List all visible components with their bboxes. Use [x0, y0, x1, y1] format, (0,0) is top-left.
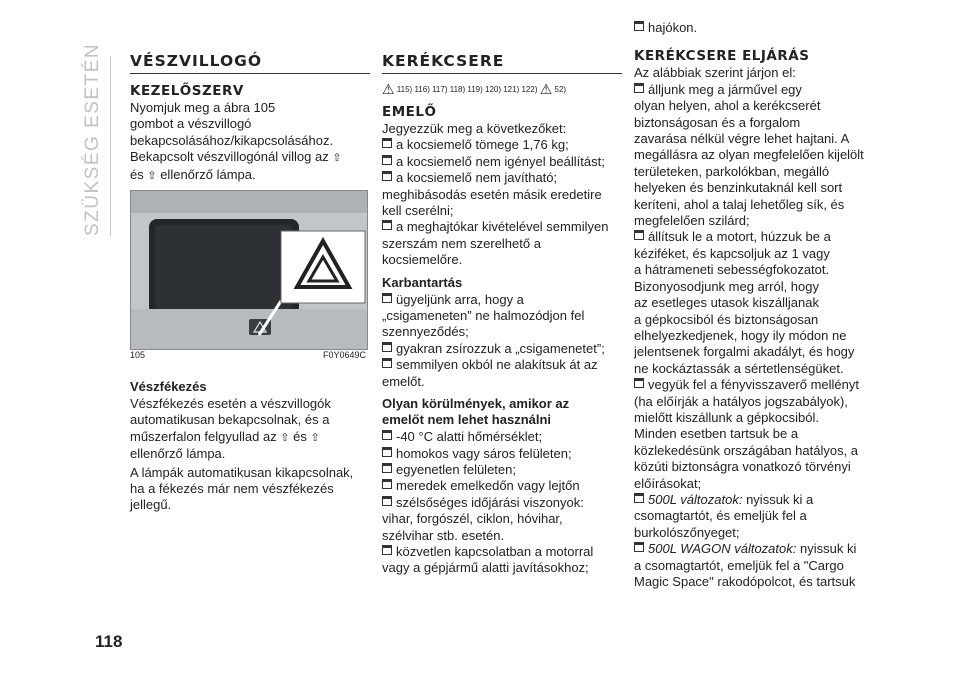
page-number: 118 [95, 632, 123, 651]
text-line: Minden esetben tartsuk be a [634, 426, 799, 442]
text-line: ha a fékezés már nem vészfékezés [130, 481, 334, 497]
text-line: (ha előírják a hatályos jogszabályok), [634, 393, 848, 409]
bullet-item: ügyeljünk arra, hogy a [382, 292, 622, 308]
text-line: keríteni, ahol a talaj lehetőleg sík, és [634, 196, 845, 212]
bullet-box-icon [634, 542, 644, 552]
sidebar-divider [110, 56, 111, 236]
text-line: vihar, forgószél, ciklon, hóvihar, [382, 511, 563, 527]
heading-wheel-change: KERÉKCSERE [382, 52, 622, 74]
text-line: Bizonyosodjunk meg arról, hogy [634, 278, 819, 294]
text-line: „csigameneten” ne halmozódjon fel [382, 308, 585, 324]
bullet-item: homokos vagy sáros felületen; [382, 446, 622, 462]
text-line: biztonságosan és a forgalom [634, 114, 801, 130]
bullet-item: egyenetlen felületen; [382, 462, 622, 478]
bullet-item: állítsuk le a motort, húzzuk be a [634, 229, 874, 245]
bullet-box-icon [634, 83, 644, 93]
text-line: automatikusan bekapcsolnak, és a [130, 412, 330, 428]
bullet-item: hajókon. [634, 20, 874, 36]
text-line: meghibásodás esetén másik eredetire [382, 186, 602, 202]
bullet-box-icon [382, 447, 392, 457]
text-line: elhelyezkedjenek, hogy ily módon ne [634, 327, 847, 343]
hazard-triangle-icon: ⇧ [332, 152, 342, 165]
bullet-box-icon [382, 358, 392, 368]
sidebar-section-title: SZÜKSÉG ESETÉN [82, 42, 103, 236]
bullet-item: a kocsiemelő nem igényel beállítást; [382, 154, 622, 170]
text-line: Bekapcsolt vészvillogónál villog az ⇧ [130, 149, 342, 165]
bullet-item: álljunk meg a járművel egy [634, 82, 874, 98]
subheading-conditions: Olyan körülmények, amikor az emelőt nem lehet használni [382, 396, 570, 428]
bullet-box-icon [382, 171, 392, 181]
bullet-box-icon [382, 496, 392, 506]
text-line: kell cserélni; [382, 203, 454, 219]
bullet-box-icon [382, 138, 392, 148]
bullet-item: szélsőséges időjárási viszonyok: [382, 495, 622, 511]
bullet-box-icon [382, 220, 392, 230]
bullet-box-icon [382, 545, 392, 555]
subheading-emergency-braking: Vészfékezés [130, 379, 207, 395]
bullet-box-icon [382, 430, 392, 440]
text-line: ellenőrző lámpa. [130, 446, 226, 462]
text-line: előírásokat; [634, 475, 702, 491]
text-line: vagy a gépjármű alatti javításokhoz; [382, 560, 589, 576]
text-line: olyan helyen, ahol a kerékcserét [634, 98, 821, 114]
bullet-box-icon [382, 463, 392, 473]
bullet-item: 500L változatok: nyissuk ki a [634, 492, 874, 508]
text-line: közúti biztonságra vonatkozó törvényi [634, 459, 851, 475]
text-line: csomagtartót, és emeljük fel a [634, 508, 807, 524]
text-line: jellegű. [130, 497, 172, 513]
text-line: az esetleges utasok kiszálljanak [634, 295, 819, 311]
bullet-item: vegyük fel a fényvisszaverő mellényt [634, 377, 874, 393]
bullet-item: 500L WAGON változatok: nyissuk ki [634, 541, 874, 557]
text-line: jelentsenek forgalmi akadályt, és hogy [634, 344, 855, 360]
text-line: bekapcsolásához/kikapcsolásához. [130, 132, 334, 148]
figure-105 [130, 190, 366, 373]
jack-wrench-icon: ⚠ [382, 81, 395, 97]
text-line: a csomagtartót, emeljük fel a "Cargo [634, 557, 844, 573]
subheading-maintenance: Karbantartás [382, 274, 463, 290]
bullet-item: a kocsiemelő tömege 1,76 kg; [382, 137, 622, 153]
text-line: Vészfékezés esetén a vészvillogók [130, 396, 331, 412]
bullet-item: közvetlen kapcsolatban a motorral [382, 544, 622, 560]
subheading-jack: EMELŐ [382, 104, 437, 120]
hazard-triangle-icon: ⇧ [147, 169, 157, 182]
bullet-item: semmilyen okból ne alakítsuk át az [382, 357, 622, 373]
text-line: Jegyezzük meg a következőket: [382, 121, 567, 136]
text-line: emelőt. [382, 373, 425, 389]
warning-references: ⚠ 115) 116) 117) 118) 119) 120) 121) 122) ⚠ 52) [382, 81, 567, 97]
text-line: helyeken és benzinkutaknál kell sort [634, 180, 843, 196]
text-line: gombot a vészvillogó [130, 116, 252, 132]
text-line: megfelelően szilárd; [634, 213, 750, 229]
dashboard-photo [130, 190, 368, 350]
bullet-box-icon [634, 21, 644, 31]
bullet-item: a kocsiemelő nem javítható; [382, 170, 622, 186]
bullet-box-icon [382, 155, 392, 165]
bullet-item: -40 °C alatti hőmérséklet; [382, 429, 622, 445]
bullet-item: a meghajtókar kivételével semmilyen [382, 219, 622, 235]
text-line: Az alábbiak szerint járjon el: [634, 65, 796, 81]
hazard-triangle-icon: ⇧ [280, 431, 290, 444]
subheading-control: KEZELŐSZERV [130, 83, 244, 99]
bullet-item: gyakran zsírozzuk a „csigamenetet”; [382, 341, 622, 357]
column-hazard-lights [130, 52, 370, 514]
bullet-box-icon [382, 342, 392, 352]
bullet-box-icon [634, 493, 644, 503]
column-wheel-change [382, 52, 622, 577]
text-line: közlekedésünk országában hatályos, a [634, 442, 859, 458]
text-line: a hátrameneti sebességfokozatot. [634, 262, 830, 278]
text-line: kéziféket, és kapcsoljuk az 1 vagy [634, 245, 830, 261]
text-line: mielőtt kiszállunk a gépkocsiból. [634, 409, 819, 425]
text-line: műszerfalon felgyullad az ⇧ és ⇧ [130, 428, 320, 444]
text-line: burkolószőnyeget; [634, 524, 740, 540]
column-wheel-change-procedure [634, 20, 874, 590]
jack-wrench-icon: ⚠ [539, 81, 553, 97]
text-line: ne kockáztassák a sértetlenségüket. [634, 360, 844, 376]
bullet-box-icon [634, 230, 644, 240]
text-line: kocsiemelőre. [382, 252, 463, 268]
text-line: megállásra az olyan megfelelően kijelölt [634, 147, 864, 163]
text-line: szennyeződés; [382, 324, 469, 340]
text-line: Magic Space" rakodópolcot, és tartsuk [634, 574, 856, 589]
text-line: a gépkocsiból és biztonságosan [634, 311, 819, 327]
text-line: és ⇧ ellenőrző lámpa. [130, 166, 256, 182]
text-line: A lámpák automatikusan kikapcsolnak, [130, 464, 354, 480]
bullet-box-icon [382, 293, 392, 303]
text-line: zavarása nélkül végre lehet hajtani. A [634, 131, 850, 147]
heading-hazard: VÉSZVILLOGÓ [130, 52, 370, 74]
heading-procedure: KERÉKCSERE ELJÁRÁS [634, 48, 810, 65]
bullet-box-icon [634, 378, 644, 388]
text-line: területeken, parkolókban, megálló [634, 163, 830, 179]
text-line: szerszám nem szerelhető a [382, 235, 541, 251]
bullet-box-icon [382, 479, 392, 489]
text-line: Nyomjuk meg a ábra 105 [130, 100, 276, 115]
figure-caption: 105 F0Y0649C [130, 350, 366, 361]
text-line: szélvihar stb. esetén. [382, 527, 505, 543]
bullet-item: meredek emelkedőn vagy lejtőn [382, 478, 622, 494]
hazard-triangle-icon: ⇧ [310, 431, 320, 444]
